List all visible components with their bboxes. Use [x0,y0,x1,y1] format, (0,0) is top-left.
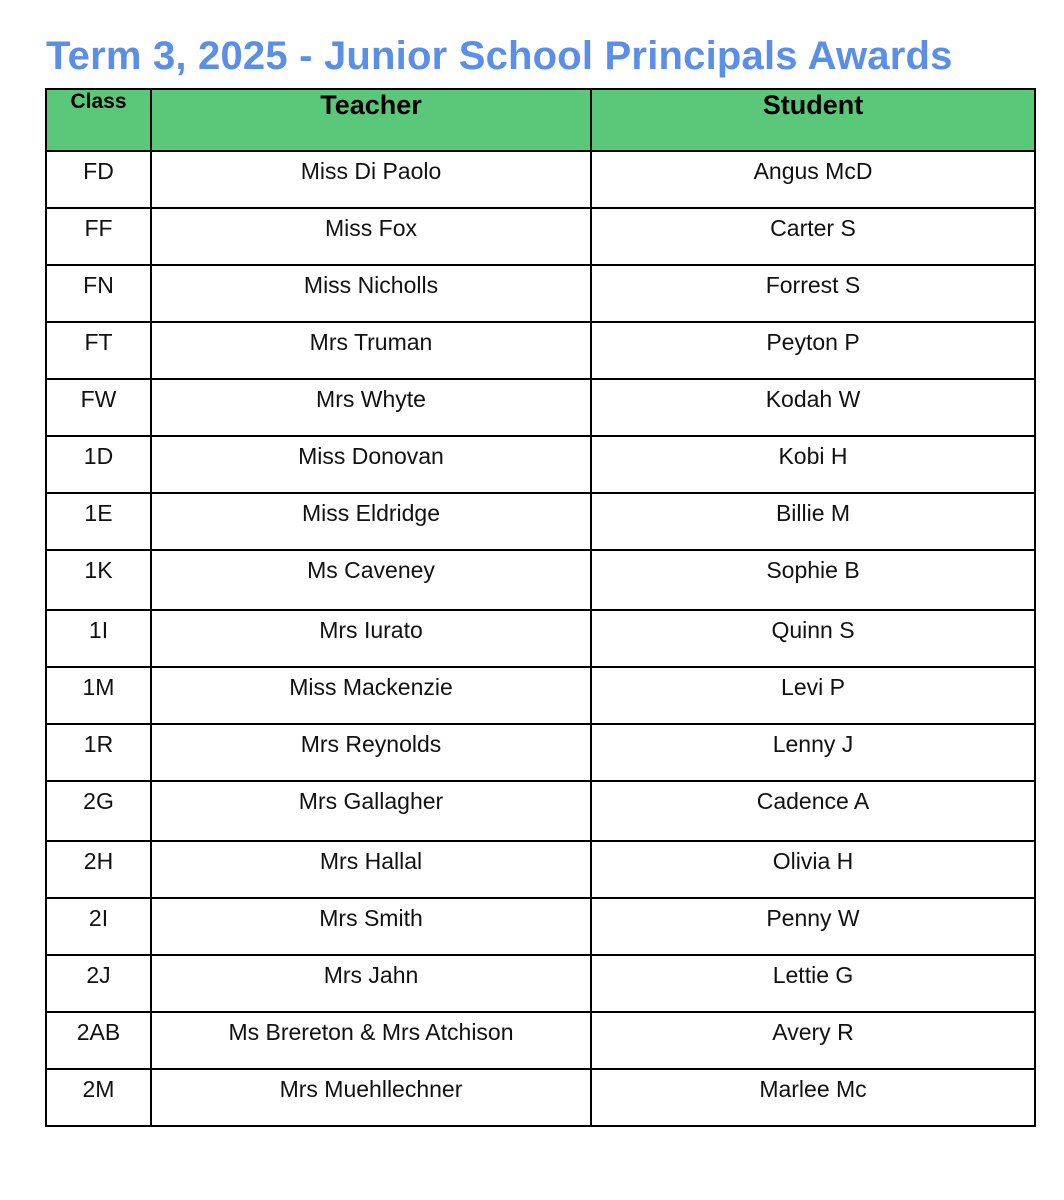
cell-teacher: Mrs Truman [151,322,591,379]
cell-teacher: Miss Fox [151,208,591,265]
cell-teacher: Miss Mackenzie [151,667,591,724]
cell-student: Angus McD [591,151,1035,208]
table-row [46,151,1035,208]
table-row [46,493,1035,550]
table-row [46,610,1035,667]
table-row [46,841,1035,898]
cell-class: 2G [46,781,151,841]
cell-student: Lettie G [591,955,1035,1012]
cell-class: 2AB [46,1012,151,1069]
table-row [46,781,1035,841]
cell-class: 1D [46,436,151,493]
cell-class: FF [46,208,151,265]
cell-teacher: Mrs Hallal [151,841,591,898]
header-row [46,89,1035,151]
cell-student: Forrest S [591,265,1035,322]
column-header-student: Student [591,89,1035,151]
column-header-class: Class [46,89,151,151]
cell-class: 1E [46,493,151,550]
cell-teacher: Miss Nicholls [151,265,591,322]
cell-class: 1M [46,667,151,724]
cell-teacher: Ms Brereton & Mrs Atchison [151,1012,591,1069]
table-header [46,89,1035,151]
cell-teacher: Mrs Reynolds [151,724,591,781]
cell-student: Lenny J [591,724,1035,781]
cell-teacher: Miss Donovan [151,436,591,493]
table-body [46,151,1035,1126]
cell-teacher: Mrs Iurato [151,610,591,667]
table-row [46,436,1035,493]
cell-student: Olivia H [591,841,1035,898]
cell-student: Marlee Mc [591,1069,1035,1126]
cell-class: FN [46,265,151,322]
table-row [46,208,1035,265]
cell-class: 2H [46,841,151,898]
cell-teacher: Miss Di Paolo [151,151,591,208]
cell-class: 2I [46,898,151,955]
cell-teacher: Mrs Muehllechner [151,1069,591,1126]
table-row [46,550,1035,610]
table-row [46,1012,1035,1069]
cell-teacher: Mrs Whyte [151,379,591,436]
cell-class: FW [46,379,151,436]
cell-student: Kodah W [591,379,1035,436]
cell-class: 1R [46,724,151,781]
cell-student: Sophie B [591,550,1035,610]
cell-class: FT [46,322,151,379]
cell-teacher: Ms Caveney [151,550,591,610]
cell-class: 1I [46,610,151,667]
cell-student: Avery R [591,1012,1035,1069]
cell-student: Peyton P [591,322,1035,379]
cell-class: 1K [46,550,151,610]
awards-table [45,88,1036,1127]
cell-student: Billie M [591,493,1035,550]
table-row [46,1069,1035,1126]
table-row [46,724,1035,781]
cell-student: Penny W [591,898,1035,955]
cell-student: Levi P [591,667,1035,724]
table-row [46,667,1035,724]
table-row [46,955,1035,1012]
cell-student: Quinn S [591,610,1035,667]
cell-class: 2M [46,1069,151,1126]
cell-teacher: Mrs Smith [151,898,591,955]
cell-teacher: Miss Eldridge [151,493,591,550]
cell-student: Kobi H [591,436,1035,493]
table-row [46,265,1035,322]
cell-student: Cadence A [591,781,1035,841]
column-header-teacher: Teacher [151,89,591,151]
table-row [46,898,1035,955]
table-row [46,322,1035,379]
page-title: Term 3, 2025 - Junior School Principals Awards [46,34,953,78]
cell-teacher: Mrs Gallagher [151,781,591,841]
table-row [46,379,1035,436]
cell-class: 2J [46,955,151,1012]
cell-student: Carter S [591,208,1035,265]
cell-class: FD [46,151,151,208]
cell-teacher: Mrs Jahn [151,955,591,1012]
